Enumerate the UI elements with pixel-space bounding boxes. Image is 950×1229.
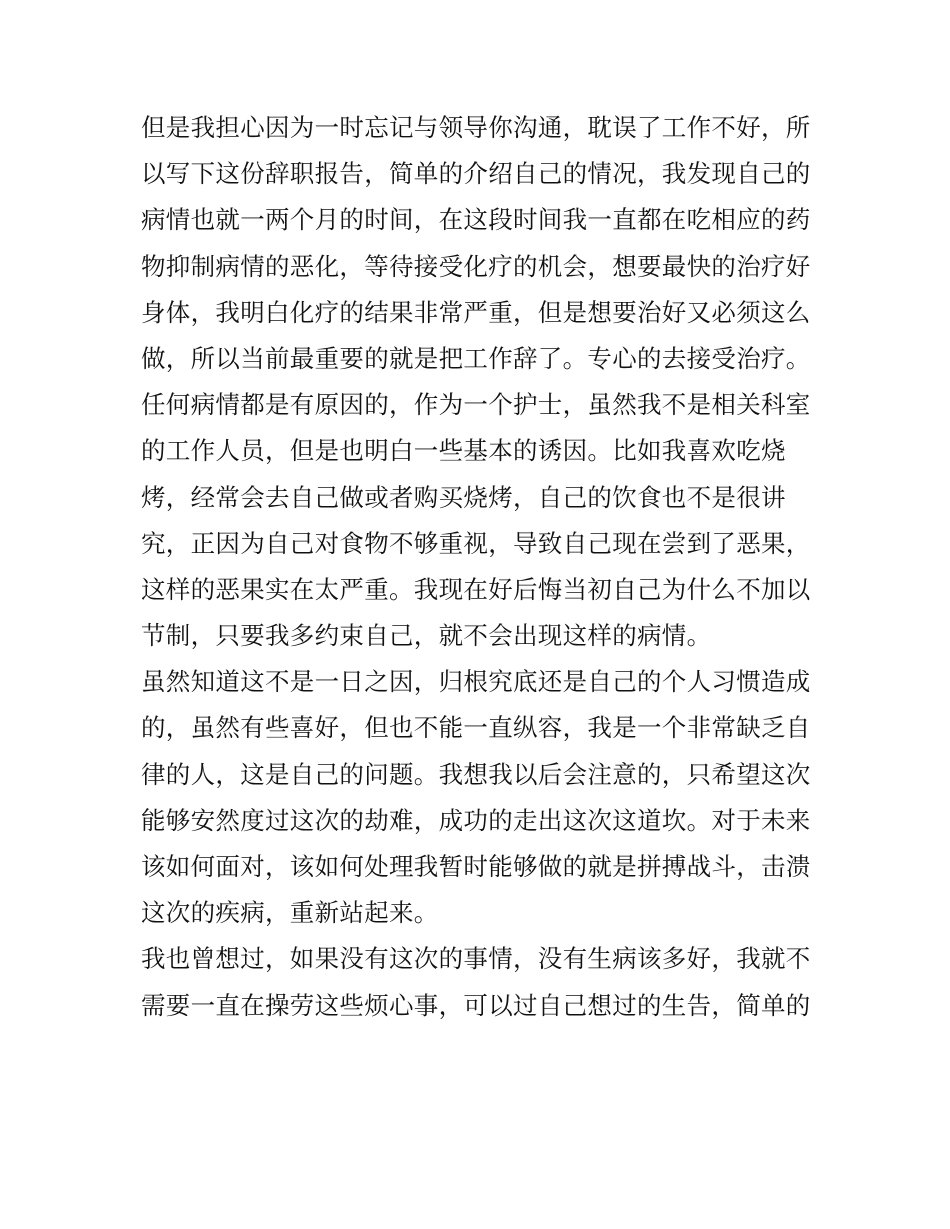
text-line: 的工作人员，但是也明白一些基本的诱因。比如我喜欢吃烧: [141, 436, 786, 466]
text-line: 病情也就一两个月的时间，在这段时间我一直都在吃相应的药: [141, 205, 811, 235]
text-line: 节制，只要我多约束自己，就不会出现这样的病情。: [141, 621, 712, 651]
text-line: 身体，我明白化疗的结果非常严重，但是想要治好又必须这么: [141, 297, 811, 327]
text-line: 虽然知道这不是一日之因，归根究底还是自己的个人习惯造成: [141, 667, 811, 697]
document-body: [141, 105, 821, 1029]
text-line: 任何病情都是有原因的，作为一个护士，虽然我不是相关科室: [141, 390, 811, 420]
text-line: 律的人，这是自己的问题。我想我以后会注意的，只希望这次: [141, 759, 811, 789]
text-line: 以写下这份辞职报告，简单的介绍自己的情况，我发现自己的: [141, 159, 811, 189]
text-line: 能够安然度过这次的劫难，成功的走出这次这道坎。对于未来: [141, 805, 811, 835]
text-line: 做，所以当前最重要的就是把工作辞了。专心的去接受治疗。: [141, 343, 811, 373]
text-line: 烤，经常会去自己做或者购买烧烤，自己的饮食也不是很讲: [141, 482, 786, 512]
text-line: 该如何面对，该如何处理我暂时能够做的就是拼搏战斗，击溃: [141, 852, 811, 881]
text-line: 但是我担心因为一时忘记与领导你沟通，耽误了工作不好，所: [141, 113, 811, 142]
text-line: 我也曾想过，如果没有这次的事情，没有生病该多好，我就不: [141, 944, 811, 974]
text-line: 这次的疾病，重新站起来。: [141, 898, 439, 928]
text-line: 需要一直在操劳这些烦心事，可以过自己想过的生告，简单的: [141, 990, 811, 1020]
text-line: 的，虽然有些喜好，但也不能一直纵容，我是一个非常缺乏自: [141, 713, 811, 743]
text-line: 物抑制病情的恶化，等待接受化疗的机会，想要最快的治疗好: [141, 251, 811, 281]
text-line: 究，正因为自己对食物不够重视，导致自己现在尝到了恶果，: [141, 528, 811, 558]
text-line: 这样的恶果实在太严重。我现在好后悔当初自己为什么不加以: [141, 574, 811, 604]
